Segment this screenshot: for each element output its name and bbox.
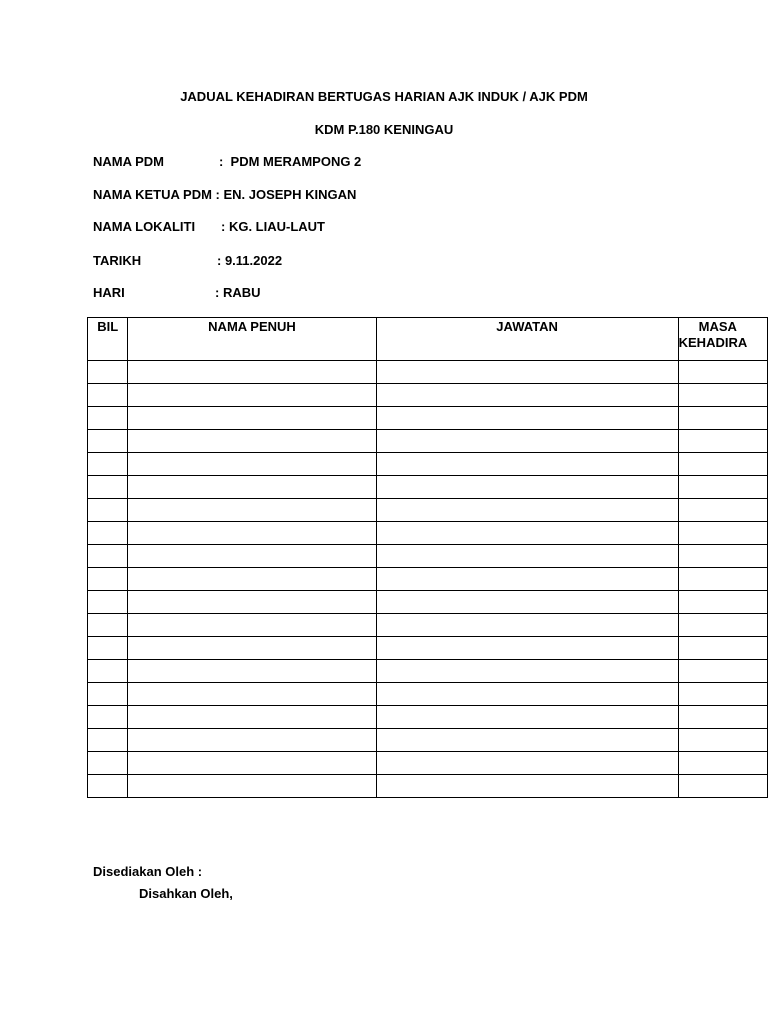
header-masa-line1: MASA: [698, 319, 737, 334]
nama-lokaliti-value: : KG. LIAU-LAUT: [221, 219, 325, 234]
header-masa-kehadiran: [678, 318, 767, 361]
table-row: [88, 384, 768, 407]
nama-penuh-cell: [128, 591, 376, 614]
jawatan-cell: [376, 476, 678, 499]
table-row: [88, 522, 768, 545]
masa-kehadiran-cell: [678, 683, 767, 706]
masa-kehadiran-cell: [678, 752, 767, 775]
nama-pdm-label: NAMA PDM: [93, 154, 165, 169]
table-row: [88, 430, 768, 453]
bil-cell: [88, 499, 128, 522]
masa-kehadiran-cell: [678, 614, 767, 637]
attendance-table: [87, 317, 768, 798]
nama-penuh-cell: [128, 453, 376, 476]
table-row: [88, 706, 768, 729]
masa-kehadiran-cell: [678, 499, 767, 522]
bil-cell: [88, 775, 128, 798]
masa-kehadiran-cell: [678, 361, 767, 384]
jawatan-cell: [376, 384, 678, 407]
tarikh-value: : 9.11.2022: [217, 253, 283, 268]
masa-kehadiran-cell: [678, 522, 767, 545]
nama-penuh-cell: [128, 614, 376, 637]
jawatan-cell: [376, 683, 678, 706]
bil-cell: [88, 637, 128, 660]
bil-cell: [88, 729, 128, 752]
nama-penuh-cell: [128, 545, 376, 568]
nama-penuh-cell: [128, 775, 376, 798]
masa-kehadiran-cell: [678, 775, 767, 798]
table-header-row: [88, 318, 768, 361]
bil-cell: [88, 361, 128, 384]
masa-kehadiran-cell: [678, 637, 767, 660]
nama-penuh-cell: [128, 706, 376, 729]
nama-ketua-line: NAMA KETUA PDM : EN. JOSEPH KINGAN: [93, 187, 357, 202]
table-row: [88, 407, 768, 430]
nama-penuh-cell: [128, 361, 376, 384]
jawatan-cell: [376, 775, 678, 798]
jawatan-cell: [376, 637, 678, 660]
jawatan-cell: [376, 614, 678, 637]
bil-cell: [88, 545, 128, 568]
bil-cell: [88, 614, 128, 637]
document-title: JADUAL KEHADIRAN BERTUGAS HARIAN AJK INDUK / AJK PDM: [180, 89, 588, 104]
jawatan-cell: [376, 407, 678, 430]
table-row: [88, 729, 768, 752]
bil-cell: [88, 660, 128, 683]
table-row: [88, 361, 768, 384]
nama-penuh-cell: [128, 568, 376, 591]
masa-kehadiran-cell: [678, 729, 767, 752]
masa-kehadiran-cell: [678, 660, 767, 683]
masa-kehadiran-cell: [678, 476, 767, 499]
bil-cell: [88, 453, 128, 476]
bil-cell: [88, 476, 128, 499]
table-body: [88, 361, 768, 798]
masa-kehadiran-cell: [678, 453, 767, 476]
nama-pdm-value: : PDM MERAMPONG 2: [219, 154, 362, 169]
bil-cell: [88, 752, 128, 775]
header-bil: BIL: [88, 318, 128, 361]
nama-penuh-cell: [128, 683, 376, 706]
masa-kehadiran-cell: [678, 545, 767, 568]
table-row: [88, 545, 768, 568]
nama-penuh-cell: [128, 476, 376, 499]
nama-lokaliti-label: NAMA LOKALITI: [93, 219, 196, 234]
nama-penuh-cell: [128, 660, 376, 683]
table-row: [88, 568, 768, 591]
nama-penuh-cell: [128, 407, 376, 430]
table-row: [88, 752, 768, 775]
jawatan-cell: [376, 430, 678, 453]
table-row: [88, 637, 768, 660]
nama-penuh-cell: [128, 384, 376, 407]
masa-kehadiran-cell: [678, 384, 767, 407]
document-subtitle: KDM P.180 KENINGAU: [314, 122, 454, 137]
jawatan-cell: [376, 568, 678, 591]
bil-cell: [88, 591, 128, 614]
hari-value: : RABU: [215, 285, 261, 300]
table-row: [88, 591, 768, 614]
nama-penuh-cell: [128, 752, 376, 775]
jawatan-cell: [376, 706, 678, 729]
jawatan-cell: [376, 453, 678, 476]
bil-cell: [88, 522, 128, 545]
table-row: [88, 660, 768, 683]
jawatan-cell: [376, 660, 678, 683]
jawatan-cell: [376, 752, 678, 775]
bil-cell: [88, 706, 128, 729]
bil-cell: [88, 407, 128, 430]
jawatan-cell: [376, 522, 678, 545]
prepared-by-label: Disediakan Oleh :: [93, 864, 203, 879]
table-row: [88, 683, 768, 706]
masa-kehadiran-cell: [678, 430, 767, 453]
table-row: [88, 499, 768, 522]
masa-kehadiran-cell: [678, 407, 767, 430]
table-row: [88, 476, 768, 499]
jawatan-cell: [376, 499, 678, 522]
nama-penuh-cell: [128, 522, 376, 545]
header-jawatan: JAWATAN: [376, 318, 678, 361]
nama-penuh-cell: [128, 729, 376, 752]
masa-kehadiran-cell: [678, 568, 767, 591]
nama-penuh-cell: [128, 637, 376, 660]
jawatan-cell: [376, 591, 678, 614]
header-masa-line2: KEHADIRA: [678, 335, 748, 350]
bil-cell: [88, 384, 128, 407]
jawatan-cell: [376, 545, 678, 568]
hari-label: HARI: [93, 285, 125, 300]
masa-kehadiran-cell: [678, 591, 767, 614]
header-nama-penuh: NAMA PENUH: [128, 318, 376, 361]
jawatan-cell: [376, 729, 678, 752]
jawatan-cell: [376, 361, 678, 384]
tarikh-label: TARIKH: [93, 253, 142, 268]
table-row: [88, 775, 768, 798]
bil-cell: [88, 683, 128, 706]
approved-by-label: Disahkan Oleh,: [139, 886, 233, 901]
table-row: [88, 453, 768, 476]
masa-kehadiran-cell: [678, 706, 767, 729]
nama-penuh-cell: [128, 499, 376, 522]
bil-cell: [88, 568, 128, 591]
table-row: [88, 614, 768, 637]
bil-cell: [88, 430, 128, 453]
nama-penuh-cell: [128, 430, 376, 453]
